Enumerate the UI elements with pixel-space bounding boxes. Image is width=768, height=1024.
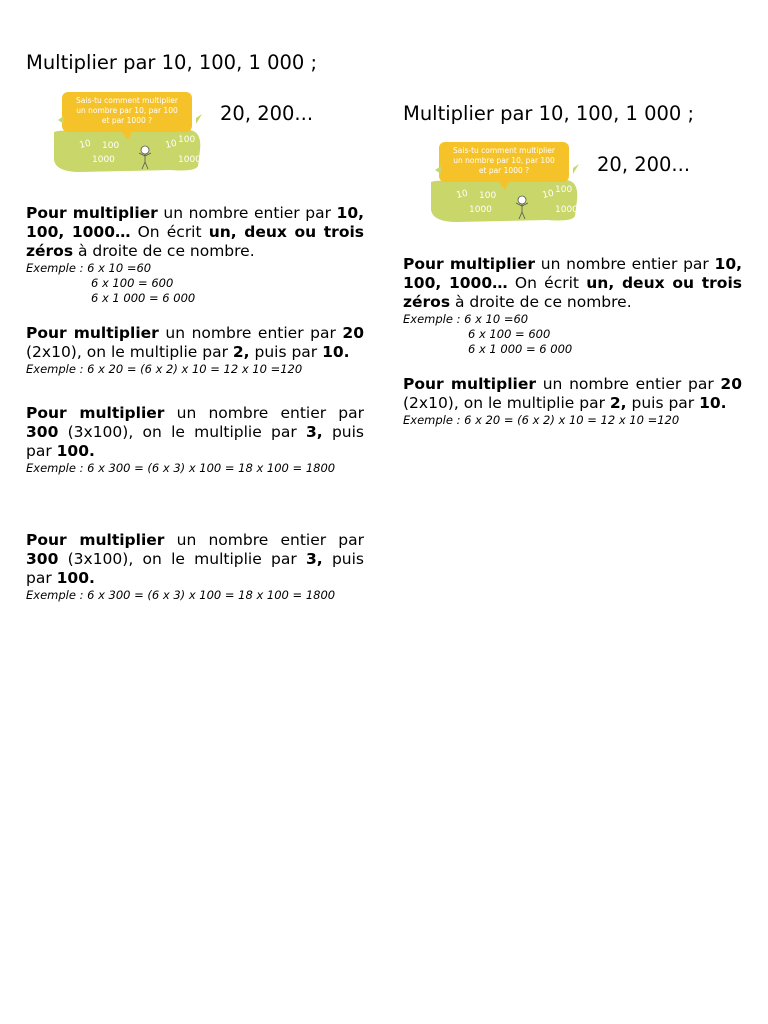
rule-text: Pour multiplier un nombre entier par 300 (3x100), on le multiplie par 3, puis par 100. — [26, 531, 365, 587]
rule-text: Pour multiplier un nombre entier par 20 (2x10), on le multiplie par 2, puis par 10. — [26, 324, 364, 361]
left-column — [26, 50, 364, 603]
right-header — [403, 101, 742, 215]
example-line: Exemple : 6 x 10 =60 — [26, 261, 152, 275]
bubble-line-2: un nombre par 10, par 100 — [76, 106, 178, 115]
right-column — [403, 101, 742, 428]
rule-text: Pour multiplier un nombre entier par 10, 100, 1000… On écrit un, deux ou trois zéros à droite de ce nombre. — [26, 204, 365, 260]
rule-block-3 — [26, 404, 364, 476]
number-10: 10 — [78, 138, 92, 151]
rule-block-1 — [403, 255, 742, 357]
number-1000: 1000 — [92, 155, 115, 165]
example-line: 6 x 1 000 = 6 000 — [91, 291, 196, 305]
bubble-line-1: Sais-tu comment multiplier — [453, 146, 555, 155]
rule-text: Pour multiplier un nombre entier par 20 (2x10), on le multiplie par 2, puis par 10. — [403, 375, 742, 412]
title-suffix: 20, 200... — [597, 153, 691, 176]
number-1000: 1000 — [469, 205, 492, 215]
number-100: 100 — [102, 141, 120, 151]
example-line: 6 x 100 = 600 — [468, 327, 551, 341]
bubble-line-3: et par 1000 ? — [478, 166, 530, 175]
rule-block-4 — [26, 531, 364, 603]
example-line: Exemple : 6 x 20 = (6 x 2) x 10 = 12 x 10 =120 — [26, 362, 303, 376]
rule-block-2 — [26, 324, 364, 377]
number-100: 100 — [479, 191, 497, 201]
bubble-line-3: et par 1000 ? — [101, 116, 153, 125]
rule-text: Pour multiplier un nombre entier par 300 (3x100), on le multiplie par 3, puis par 100. — [26, 404, 365, 460]
number-1000: 1000 — [178, 155, 201, 165]
number-100: 100 — [178, 135, 196, 145]
example-line: Exemple : 6 x 300 = (6 x 3) x 100 = 18 x 100 = 1800 — [26, 588, 336, 602]
bubble-line-2: un nombre par 10, par 100 — [453, 156, 555, 165]
multiplication-illustration — [50, 90, 204, 174]
rule-text: Pour multiplier un nombre entier par 10, 100, 1000… On écrit un, deux ou trois zéros à droite de ce nombre. — [403, 255, 742, 311]
example-line: Exemple : 6 x 10 =60 — [403, 312, 529, 326]
page-title: Multiplier par 10, 100, 1 000 ; — [403, 102, 695, 125]
rule-block-2 — [403, 375, 742, 428]
number-1000: 1000 — [555, 205, 578, 215]
bubble-line-1: Sais-tu comment multiplier — [76, 96, 178, 105]
number-100: 100 — [555, 185, 573, 195]
page-title: Multiplier par 10, 100, 1 000 ; — [26, 51, 318, 74]
number-10: 10 — [541, 188, 555, 201]
example-line: 6 x 1 000 = 6 000 — [468, 342, 573, 356]
title-suffix: 20, 200... — [220, 102, 314, 125]
number-10: 10 — [455, 188, 469, 201]
example-line: 6 x 100 = 600 — [91, 276, 174, 290]
number-10: 10 — [164, 138, 178, 151]
rule-block-1 — [26, 204, 364, 306]
example-line: Exemple : 6 x 300 = (6 x 3) x 100 = 18 x 100 = 1800 — [26, 461, 336, 475]
left-header — [26, 50, 364, 165]
example-line: Exemple : 6 x 20 = (6 x 2) x 10 = 12 x 10 =120 — [403, 413, 680, 427]
multiplication-illustration — [427, 140, 581, 224]
